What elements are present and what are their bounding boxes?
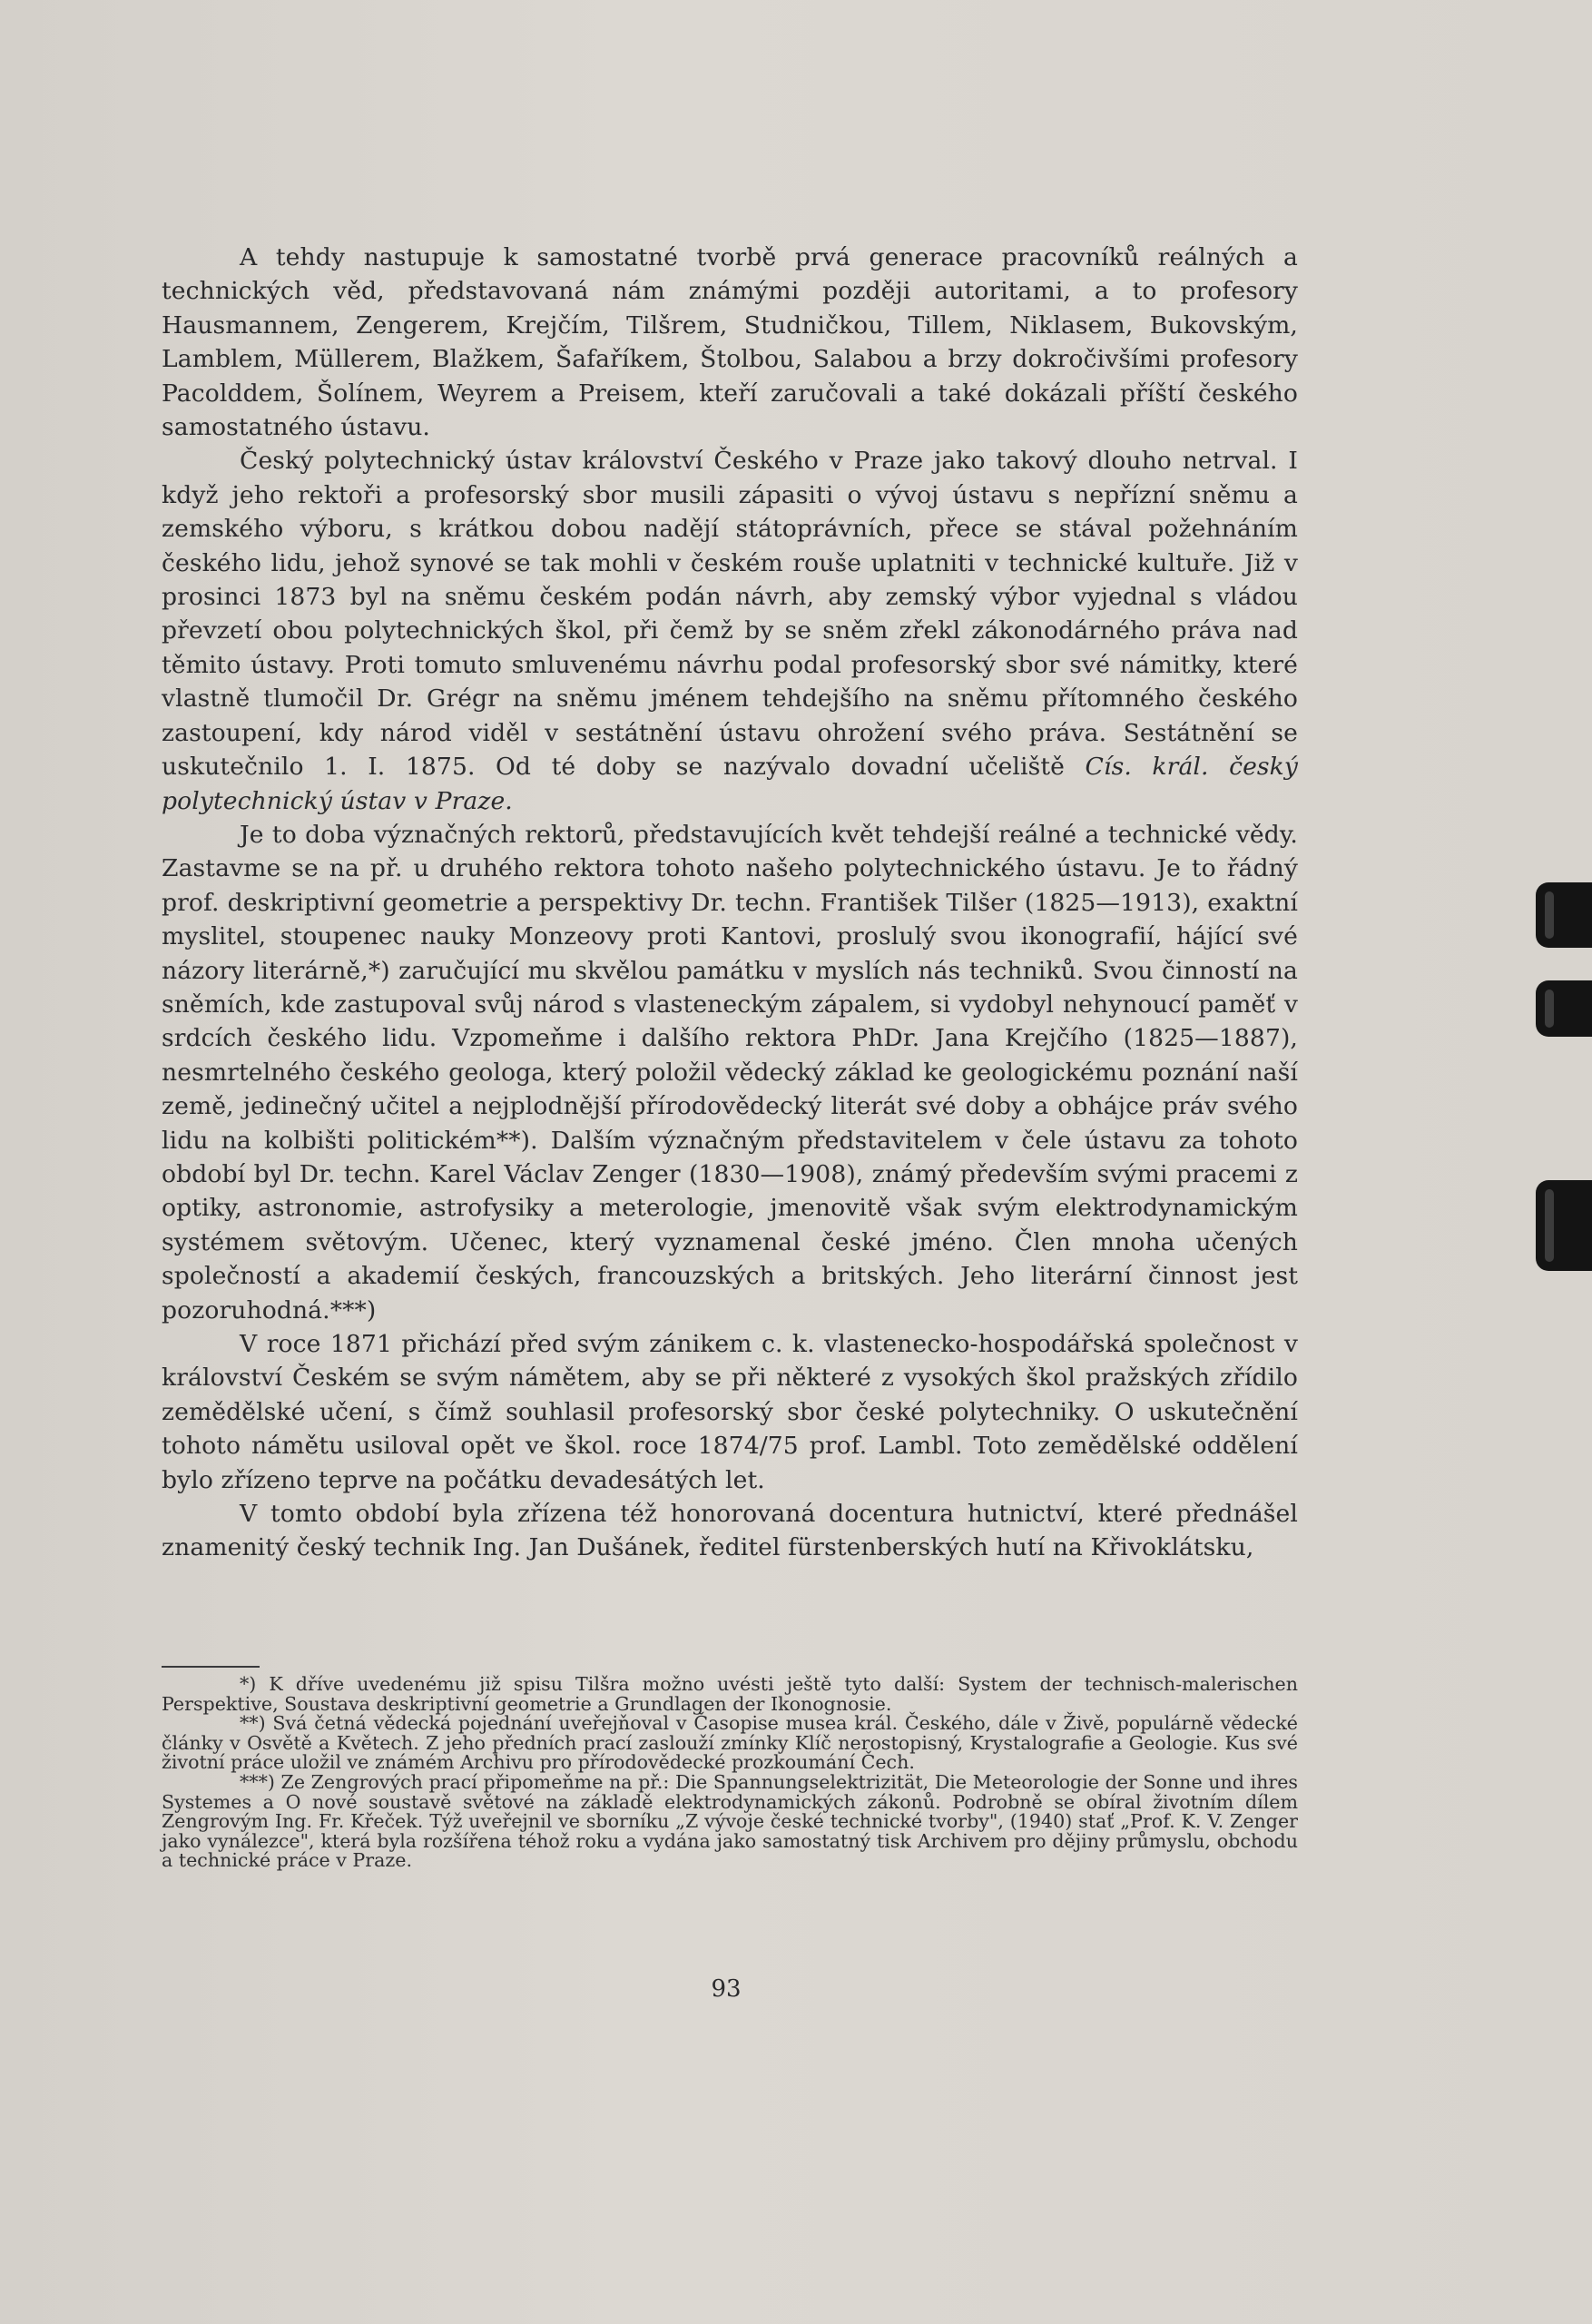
paragraph-generation: A tehdy nastupuje k samostatné tvorbě prvá generace pracovníků reálných a technických věd, představovaná nám známými později autoritami, a to profesory Hausmannem, Zengerem, Krejčím, Tilšrem, Studničkou, Tillem, Niklasem, Bukovským, Lamblem, Müllerem, Blažkem, Šafaříkem, Štolbou, Salabou a brzy dokročivšími profesory Pacolddem, Šolínem, Weyrem a Preisem, kteří zaručovali a také dokázali příští českého samostatného ústavu. [162,243,1298,442]
binder-clip-lower [1536,1180,1592,1271]
footnote-2: **) Svá četná vědecká pojednání uveřejňoval v Časopise musea král. Českého, dále v Živě, populárně vědecké články v Osvětě a Květech. Z jeho předních prací zaslouží zmínky Klíč nerostopisný, Krystalografie a Geologie. Kus své životní práce uložil ve známém Archivu pro přírodovědecké prozkoumání Čech. [162,1712,1298,1774]
footnotes [162,1675,1298,1871]
paragraph-metallurgy: V tomto období byla zřízena též honorovaná docentura hutnictví, které přednášel znamenitý český technik Ing. Jan Dušánek, ředitel fürstenberských hutí na Křivoklátsku, [162,1500,1298,1562]
main-text [162,241,1298,1565]
paragraph-polytechnic-text: Český polytechnický ústav království Českého v Praze jako takový dlouho netrval. I když jeho rektoři a profesorský sbor musili zápasiti o vývoj ústavu s nepřízní sněmu a zemského výboru, s krátkou dobou nadějí státoprávních, přece se stával požehnáním českého lidu, jehož synové se tak mohli v českém rouše uplatniti v technické kultuře. Již v prosinci 1873 byl na sněmu českém podán návrh, aby zemský výbor vyjednal s vládou převzetí obou polytechnických škol, při čemž by se sněm zřekl zákonodárného práva nad těmito ústavy. Proti tomuto smluvenému návrhu podal profesorský sbor své námitky, které vlastně tlumočil Dr. Grégr na sněmu jménem tehdejšího na sněmu přítomného českého zastoupení, kdy národ viděl v sestátnění ústavu ohrožení svého práva. Sestátnění se uskutečnilo 1. I. 1875. Od té doby se nazývalo dovadní učeliště [162,447,1298,782]
footnote-divider [162,1666,260,1668]
footnote-1: *) K dříve uvedenému již spisu Tilšra možno uvésti ještě tyto další: System der technisch-malerischen Perspektive, Soustava deskriptivní geometrie a Grundlagen der Ikonognosie. [162,1673,1298,1715]
institute-italic-title: Cís. král. český polytechnický ústav v Praze. [162,753,1299,815]
paragraph-agriculture: V roce 1871 přichází před svým zánikem c. k. vlastenecko-hospodářská společnost v království Českém se svým námětem, aby se při některé z vysokých škol pražských zřídilo zemědělské učení, s čímž souhlasil profesorský sbor české polytechniky. O uskutečnění tohoto námětu usiloval opět ve škol. roce 1874/75 prof. Lambl. Toto zemědělské oddělení bylo zřízeno teprve na počátku devadesátých let. [162,1330,1298,1494]
paragraph-rectors: Je to doba význačných rektorů, představujících květ tehdejší reálné a technické vědy. Zastavme se na př. u druhého rektora tohoto našeho polytechnického ústavu. Je to řádný prof. deskriptivní geometrie a perspektivy Dr. techn. František Tilšer (1825—1913), exaktní myslitel, stoupenec nauky Monzeovy proti Kantovi, proslulý svou ikonografií, hájící své názory literárně,*) zaručující mu skvělou památku v myslích nás techniků. Svou činností na sněmích, kde zastupoval svůj národ s vlasteneckým zápalem, si vydobyl nehynoucí paměť v srdcích českého lidu. Vzpomeňme i dalšího rektora PhDr. Jana Krejčího (1825—1887), nesmrtelného českého geologa, který položil vědecký základ ke geologickému poznání naší země, jedinečný učitel a nejplodnější přírodovědecký literát své doby a obhájce práv svého lidu na kolbišti politickém**). Dalším význačným představitelem v čele ústavu za tohoto období byl Dr. techn. Karel Václav Zenger (1830—1908), známý především svými pracemi z optiky, astronomie, astrofysiky a meterologie, jmenovitě však svým elektrodynamickým systémem světovým. Učenec, který vyznamenal české jméno. Člen mnoha učených společností a akademií českých, francouzských a britských. Jeho literární činnost jest pozoruhodná.***) [162,820,1298,1324]
binder-clip-middle [1536,980,1592,1037]
page-number: 93 [711,1975,742,2003]
binder-clip-upper [1536,882,1592,948]
paragraph-polytechnic-institute [162,444,1298,817]
footnote-3: ***) Ze Zengrových prací připomeňme na př.: Die Spannungselektrizität, Die Meteorologie der Sonne und ihres Systemes a O nové soustavě světové na základě elektrodynamických zákonů. Podrobně se obíral životním dílem Zengrovým Ing. Fr. Křeček. Týž uveřejnil ve sborníku „Z vývoje české technické tvorby", (1940) stať „Prof. K. V. Zenger jako vynálezce", která byla rozšířena téhož roku a vydána jako samostatný tisk Archivem pro dějiny průmyslu, obchodu a technické práce v Praze. [162,1770,1298,1872]
